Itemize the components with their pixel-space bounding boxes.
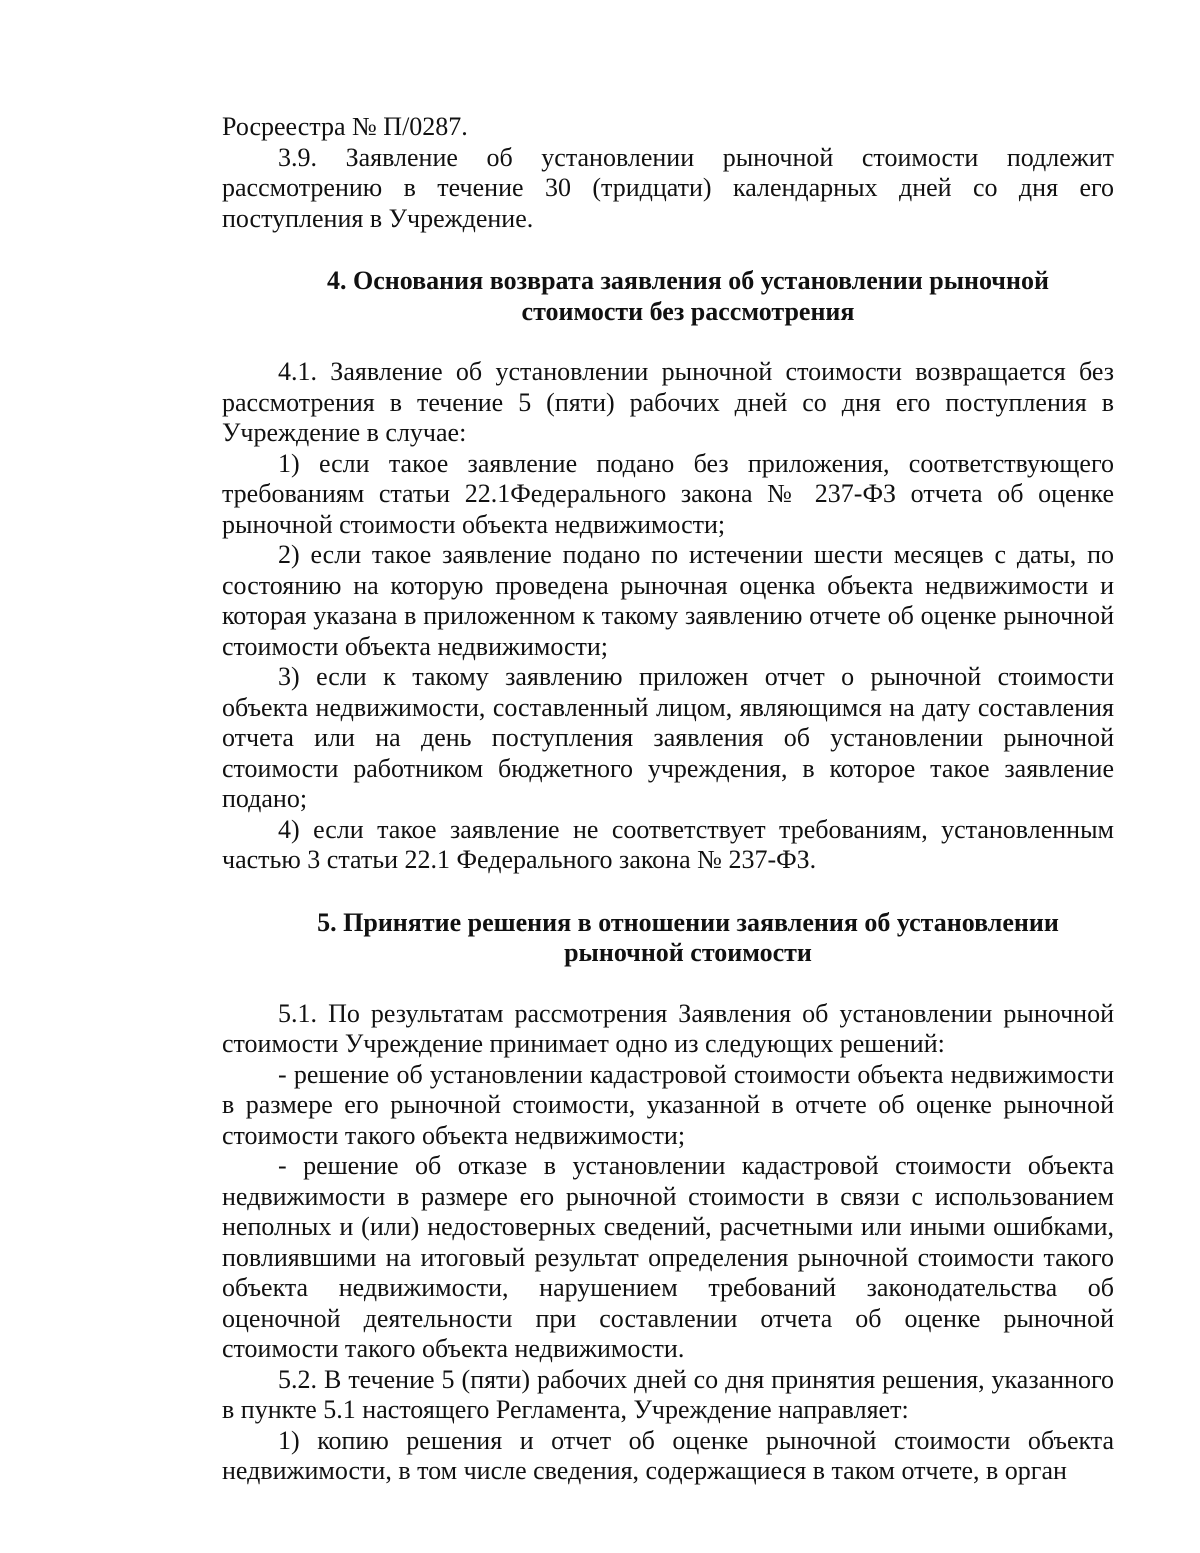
list-item-4-1-3: 3) если к такому заявлению приложен отчет о рыночной стоимости объекта недвижимости, составленный лицом, являющимся на дату составления отчета или на день поступления заявления об установлении рыночной стоимости работником бюджетного учреждения, в которое такое заявление подано; — [222, 662, 1114, 813]
section-4-heading-line2: стоимости без рассмотрения — [521, 296, 855, 326]
section-5-heading-line1: 5. Принятие решения в отношении заявления об установлении — [317, 907, 1059, 937]
paragraph-5-1: 5.1. По результатам рассмотрения Заявления об установлении рыночной стоимости Учреждение принимает одно из следующих решений: — [222, 998, 1114, 1058]
paragraph-5-2: 5.2. В течение 5 (пяти) рабочих дней со дня принятия решения, указанного в пункте 5.1 настоящего Регламента, Учреждение направляет: — [222, 1364, 1114, 1424]
decision-item-2: - решение об отказе в установлении кадастровой стоимости объекта недвижимости в размере его рыночной стоимости в связи с использованием неполных и (или) недостоверных сведений, расчетными или иными ошибками, повлиявшими на итоговый результат определения рыночной стоимости такого объекта недвижимости, нарушением требований законодательства об оценочной деятельности при составлении отчета об оценке рыночной стоимости такого объекта недвижимости. — [222, 1151, 1114, 1363]
section-5-heading-line2: рыночной стоимости — [564, 938, 812, 967]
section-5-heading — [222, 908, 1114, 969]
list-item-4-1-2: 2) если такое заявление подано по истечении шести месяцев с даты, по состоянию на которую проведена рыночная оценка объекта недвижимости и которая указана в приложенном к такому заявлению отчете об оценке рыночной стоимости объекта недвижимости; — [222, 540, 1114, 661]
list-item-4-1-1: 1) если такое заявление подано без приложения, соответствующего требованиям статьи 22.1Федерального закона № 237-ФЗ отчета об оценке рыночной стоимости объекта недвижимости; — [222, 448, 1114, 539]
document-page — [222, 112, 1114, 1487]
decision-item-1: - решение об установлении кадастровой стоимости объекта недвижимости в размере его рыночной стоимости, указанной в отчете об оценке рыночной стоимости такого объекта недвижимости; — [222, 1059, 1114, 1150]
list-item-5-2-1: 1) копию решения и отчет об оценке рыночной стоимости объекта недвижимости, в том числе сведения, содержащиеся в таком отчете, в орган — [222, 1425, 1114, 1485]
section-4-heading-line1: 4. Основания возврата заявления об установлении рыночной — [327, 266, 1049, 295]
paragraph-4-1: 4.1. Заявление об установлении рыночной стоимости возвращается без рассмотрения в течение 5 (пяти) рабочих дней со дня его поступления в Учреждение в случае: — [222, 357, 1114, 447]
section-4-heading — [222, 266, 1114, 327]
paragraph-3-9: 3.9. Заявление об установлении рыночной стоимости подлежит рассмотрению в течение 30 (тридцати) календарных дней со дня его поступления в Учреждение. — [222, 142, 1114, 233]
paragraph-carryover: Росреестра № П/0287. — [222, 112, 468, 141]
list-item-4-1-4: 4) если такое заявление не соответствует требованиям, установленным частью 3 статьи 22.1 Федерального закона № 237-ФЗ. — [222, 814, 1114, 874]
